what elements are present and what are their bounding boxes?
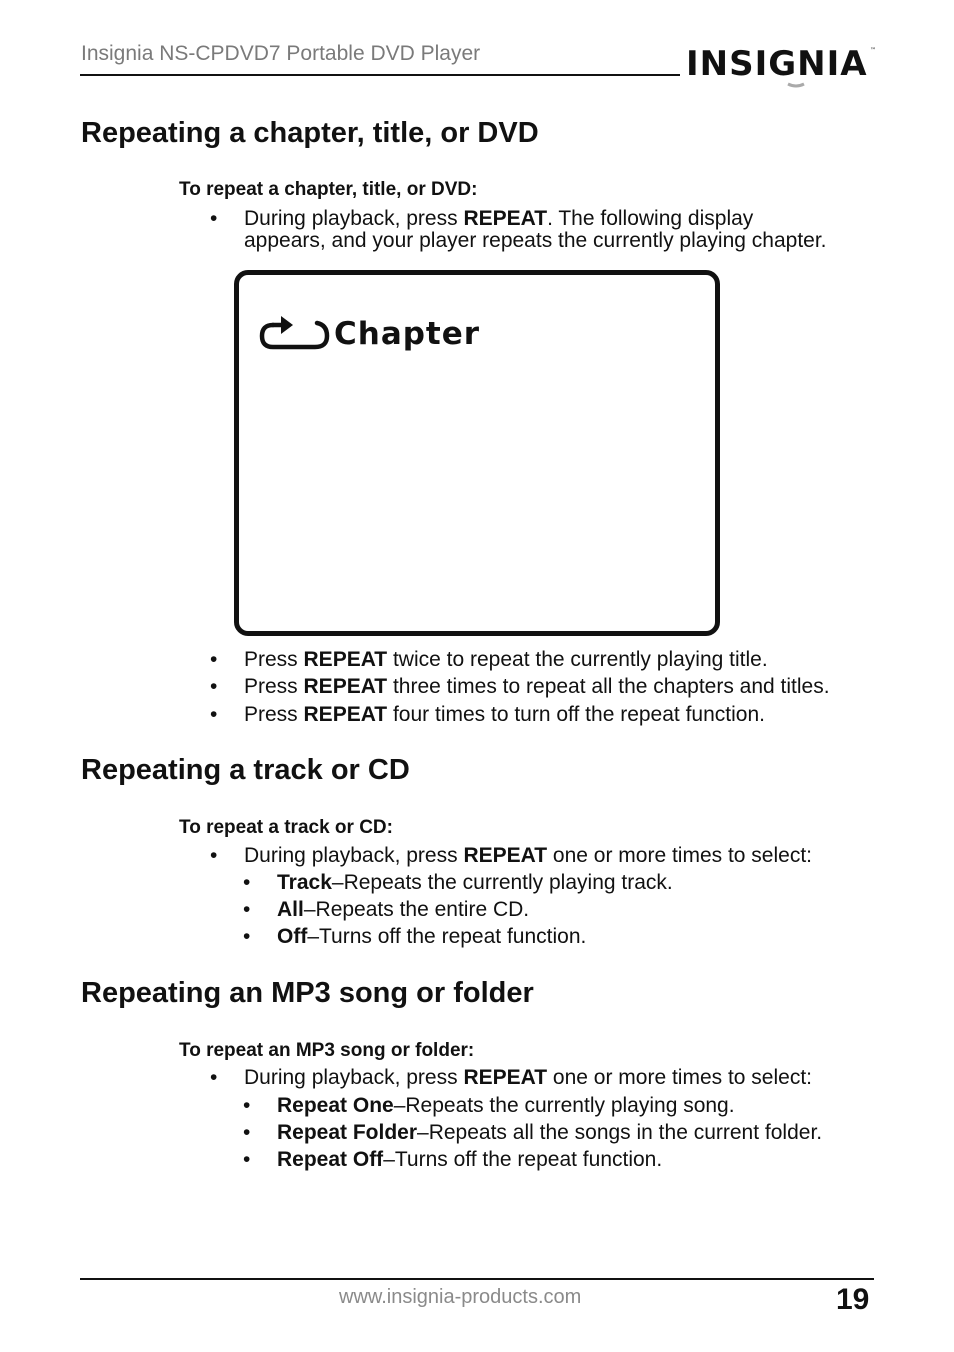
section-heading-chapter: Repeating a chapter, title, or DVD: [81, 117, 539, 149]
document-title: Insignia NS-CPDVD7 Portable DVD Player: [81, 42, 481, 65]
bullet-text: Press REPEAT twice to repeat the currently playing title.: [244, 648, 768, 671]
header-rule: [80, 74, 680, 76]
bullet: •: [243, 1094, 251, 1117]
step-text: During playback, press REPEAT one or more times to select:: [244, 844, 813, 867]
display-label: Chapter: [334, 316, 481, 352]
section-heading-track: Repeating a track or CD: [81, 754, 410, 786]
insignia-logo: [684, 36, 878, 90]
bullet: •: [210, 675, 218, 698]
footer-rule: [80, 1278, 874, 1280]
repeat-icon: [259, 313, 331, 353]
bullet: •: [243, 1148, 251, 1171]
bullet: •: [243, 871, 251, 894]
bullet: •: [210, 1066, 218, 1089]
procedure-title-chapter: To repeat a chapter, title, or DVD:: [179, 179, 478, 200]
option-text: Repeat One–Repeats the currently playing song.: [277, 1094, 735, 1117]
svg-text:™: ™: [870, 47, 876, 54]
bullet-text: Press REPEAT three times to repeat all the chapters and titles.: [244, 675, 830, 698]
option-text: Track–Repeats the currently playing track.: [277, 871, 673, 894]
bullet: •: [243, 898, 251, 921]
step-text: During playback, press REPEAT one or more times to select:: [244, 1066, 813, 1089]
step-text: appears, and your player repeats the currently playing chapter.: [244, 229, 827, 252]
bullet: •: [210, 703, 218, 726]
option-text: Repeat Folder–Repeats all the songs in the current folder.: [277, 1121, 823, 1144]
svg-text:INSIGNIA: INSIGNIA: [686, 44, 868, 84]
step-text: During playback, press REPEAT. The following display: [244, 207, 754, 230]
procedure-title-track: To repeat a track or CD:: [179, 817, 393, 838]
bullet-text: Press REPEAT four times to turn off the repeat function.: [244, 703, 765, 726]
option-text: All–Repeats the entire CD.: [277, 898, 530, 921]
section-heading-mp3: Repeating an MP3 song or folder: [81, 977, 534, 1009]
bullet: •: [243, 925, 251, 948]
bullet: •: [210, 648, 218, 671]
option-text: Repeat Off–Turns off the repeat function.: [277, 1148, 663, 1171]
procedure-title-mp3: To repeat an MP3 song or folder:: [179, 1040, 475, 1061]
option-text: Off–Turns off the repeat function.: [277, 925, 587, 948]
bullet: •: [210, 207, 218, 230]
bullet: •: [243, 1121, 251, 1144]
bullet: •: [210, 844, 218, 867]
footer-url: www.insignia-products.com: [339, 1286, 582, 1308]
page-number: 19: [836, 1283, 870, 1316]
